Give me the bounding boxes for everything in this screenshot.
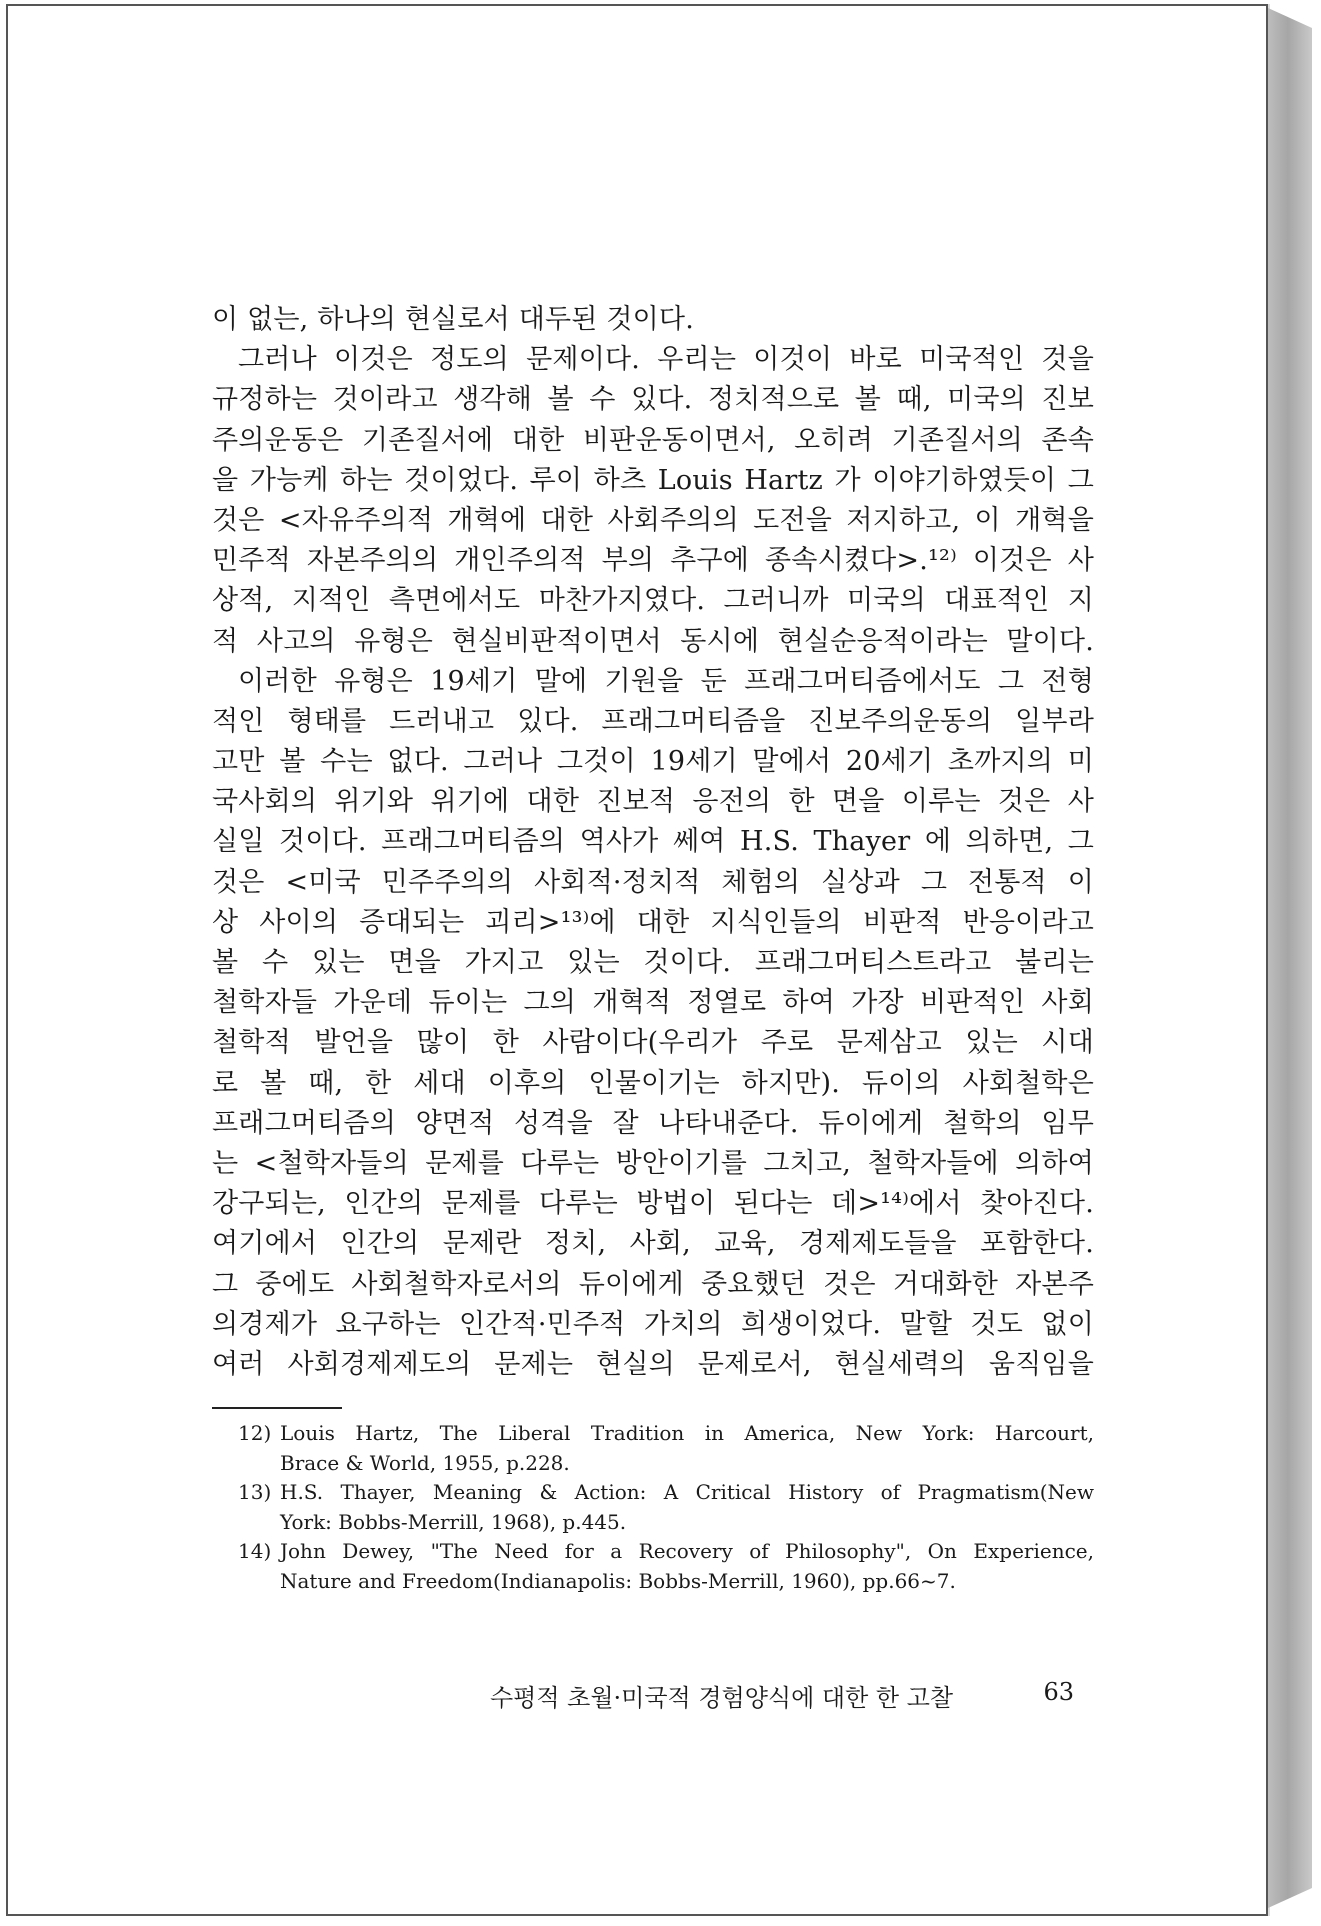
footnote-line: York: Bobbs-Merrill, 1968), p.445. — [280, 1509, 627, 1534]
text-line: 상적, 지적인 측면에서도 마찬가지였다. 그러니까 미국의 대표적인 지 — [212, 585, 1094, 617]
page-footer — [490, 1678, 1074, 1713]
text-line: 민주적 자본주의의 개인주의적 부의 추구에 종속시켰다>.¹²⁾ 이것은 사 — [212, 545, 1094, 577]
footnote-number: 12) — [238, 1421, 272, 1446]
footnote-line: John Dewey, "The Need for a Recovery of Philosophy", On Experience, — [280, 1539, 1094, 1564]
text-line: 적인 형태를 드러내고 있다. 프래그머티즘을 진보주의운동의 일부라 — [212, 705, 1094, 737]
page-body — [212, 300, 1094, 1596]
text-line: 그러나 이것은 정도의 문제이다. 우리는 이것이 바로 미국적인 것을 — [238, 344, 1094, 376]
text-line: 이러한 유형은 19세기 말에 기원을 둔 프래그머티즘에서도 그 전형 — [238, 665, 1094, 697]
text-line: 철학자들 가운데 듀이는 그의 개혁적 정열로 하여 가장 비판적인 사회 — [212, 987, 1094, 1019]
footnote-number: 13) — [238, 1480, 272, 1505]
text-line: 는 <철학자들의 문제를 다루는 방안이기를 그치고, 철학자들에 의하여 — [212, 1147, 1094, 1179]
footnote-rule — [212, 1407, 342, 1409]
text-line: 고만 볼 수는 없다. 그러나 그것이 19세기 말에서 20세기 초까지의 미 — [212, 746, 1094, 778]
text-line: 볼 수 있는 면을 가지고 있는 것이다. 프래그머티스트라고 불리는 — [212, 947, 1094, 978]
footnote-number: 14) — [238, 1539, 272, 1564]
footnote-line: Brace & World, 1955, p.228. — [280, 1450, 570, 1475]
text-line: 것은 <미국 민주주의의 사회적·정치적 체험의 실상과 그 전통적 이 — [212, 866, 1094, 898]
text-line: 로 볼 때, 한 세대 이후의 인물이기는 하지만). 듀이의 사회철학은 — [212, 1067, 1094, 1099]
running-title: 수평적 초월·미국적 경험양식에 대한 한 고찰 — [490, 1684, 954, 1712]
footnote — [212, 1537, 1094, 1596]
text-line: 강구되는, 인간의 문제를 다루는 방법이 된다는 데>¹⁴⁾에서 찾아진다. — [212, 1188, 1094, 1220]
text-line: 그 중에도 사회철학자로서의 듀이에게 중요했던 것은 거대화한 자본주 — [212, 1268, 1094, 1300]
footnote-line: H.S. Thayer, Meaning & Action: A Critical History of Pragmatism(New — [280, 1480, 1094, 1505]
footnote — [212, 1419, 1094, 1478]
text-line: 상 사이의 증대되는 괴리>¹³⁾에 대한 지식인들의 비판적 반응이라고 — [212, 906, 1094, 938]
footnotes — [212, 1419, 1094, 1596]
text-line: 여러 사회경제제도의 문제는 현실의 문제로서, 현실세력의 움직임을 — [212, 1348, 1094, 1380]
footnote-line: Nature and Freedom(Indianapolis: Bobbs-Merrill, 1960), pp.66~7. — [280, 1568, 956, 1593]
page-stack-edge — [1268, 8, 1312, 1908]
text-line: 여기에서 인간의 문제란 정치, 사회, 교육, 경제제도들을 포함한다. — [212, 1228, 1094, 1260]
text-line: 을 가능케 하는 것이었다. 루이 하츠 Louis Hartz 가 이야기하였듯이 그 — [212, 464, 1094, 496]
page-number: 63 — [1043, 1678, 1074, 1706]
text-line: 실일 것이다. 프래그머티즘의 역사가 쎄여 H.S. Thayer 에 의하면, 그 — [212, 826, 1094, 858]
text-line: 프래그머티즘의 양면적 성격을 잘 나타내준다. 듀이에게 철학의 임무 — [212, 1107, 1094, 1139]
text-line: 주의운동은 기존질서에 대한 비판운동이면서, 오히려 기존질서의 존속 — [212, 424, 1094, 456]
footnote — [212, 1478, 1094, 1537]
text-line: 것은 <자유주의적 개혁에 대한 사회주의의 도전을 저지하고, 이 개혁을 — [212, 504, 1094, 536]
footnote-line: Louis Hartz, The Liberal Tradition in America, New York: Harcourt, — [280, 1421, 1094, 1446]
text-line: 적 사고의 유형은 현실비판적이면서 동시에 현실순응적이라는 말이다. — [212, 625, 1094, 657]
text-line: 이 없는, 하나의 현실로서 대두된 것이다. — [212, 304, 694, 335]
text-line: 의경제가 요구하는 인간적·민주적 가치의 희생이었다. 말할 것도 없이 — [212, 1308, 1094, 1340]
text-line: 규정하는 것이라고 생각해 볼 수 있다. 정치적으로 볼 때, 미국의 진보 — [212, 384, 1094, 416]
text-line: 철학적 발언을 많이 한 사람이다(우리가 주로 문제삼고 있는 시대 — [212, 1027, 1094, 1059]
text-line: 국사회의 위기와 위기에 대한 진보적 응전의 한 면을 이루는 것은 사 — [212, 786, 1094, 818]
